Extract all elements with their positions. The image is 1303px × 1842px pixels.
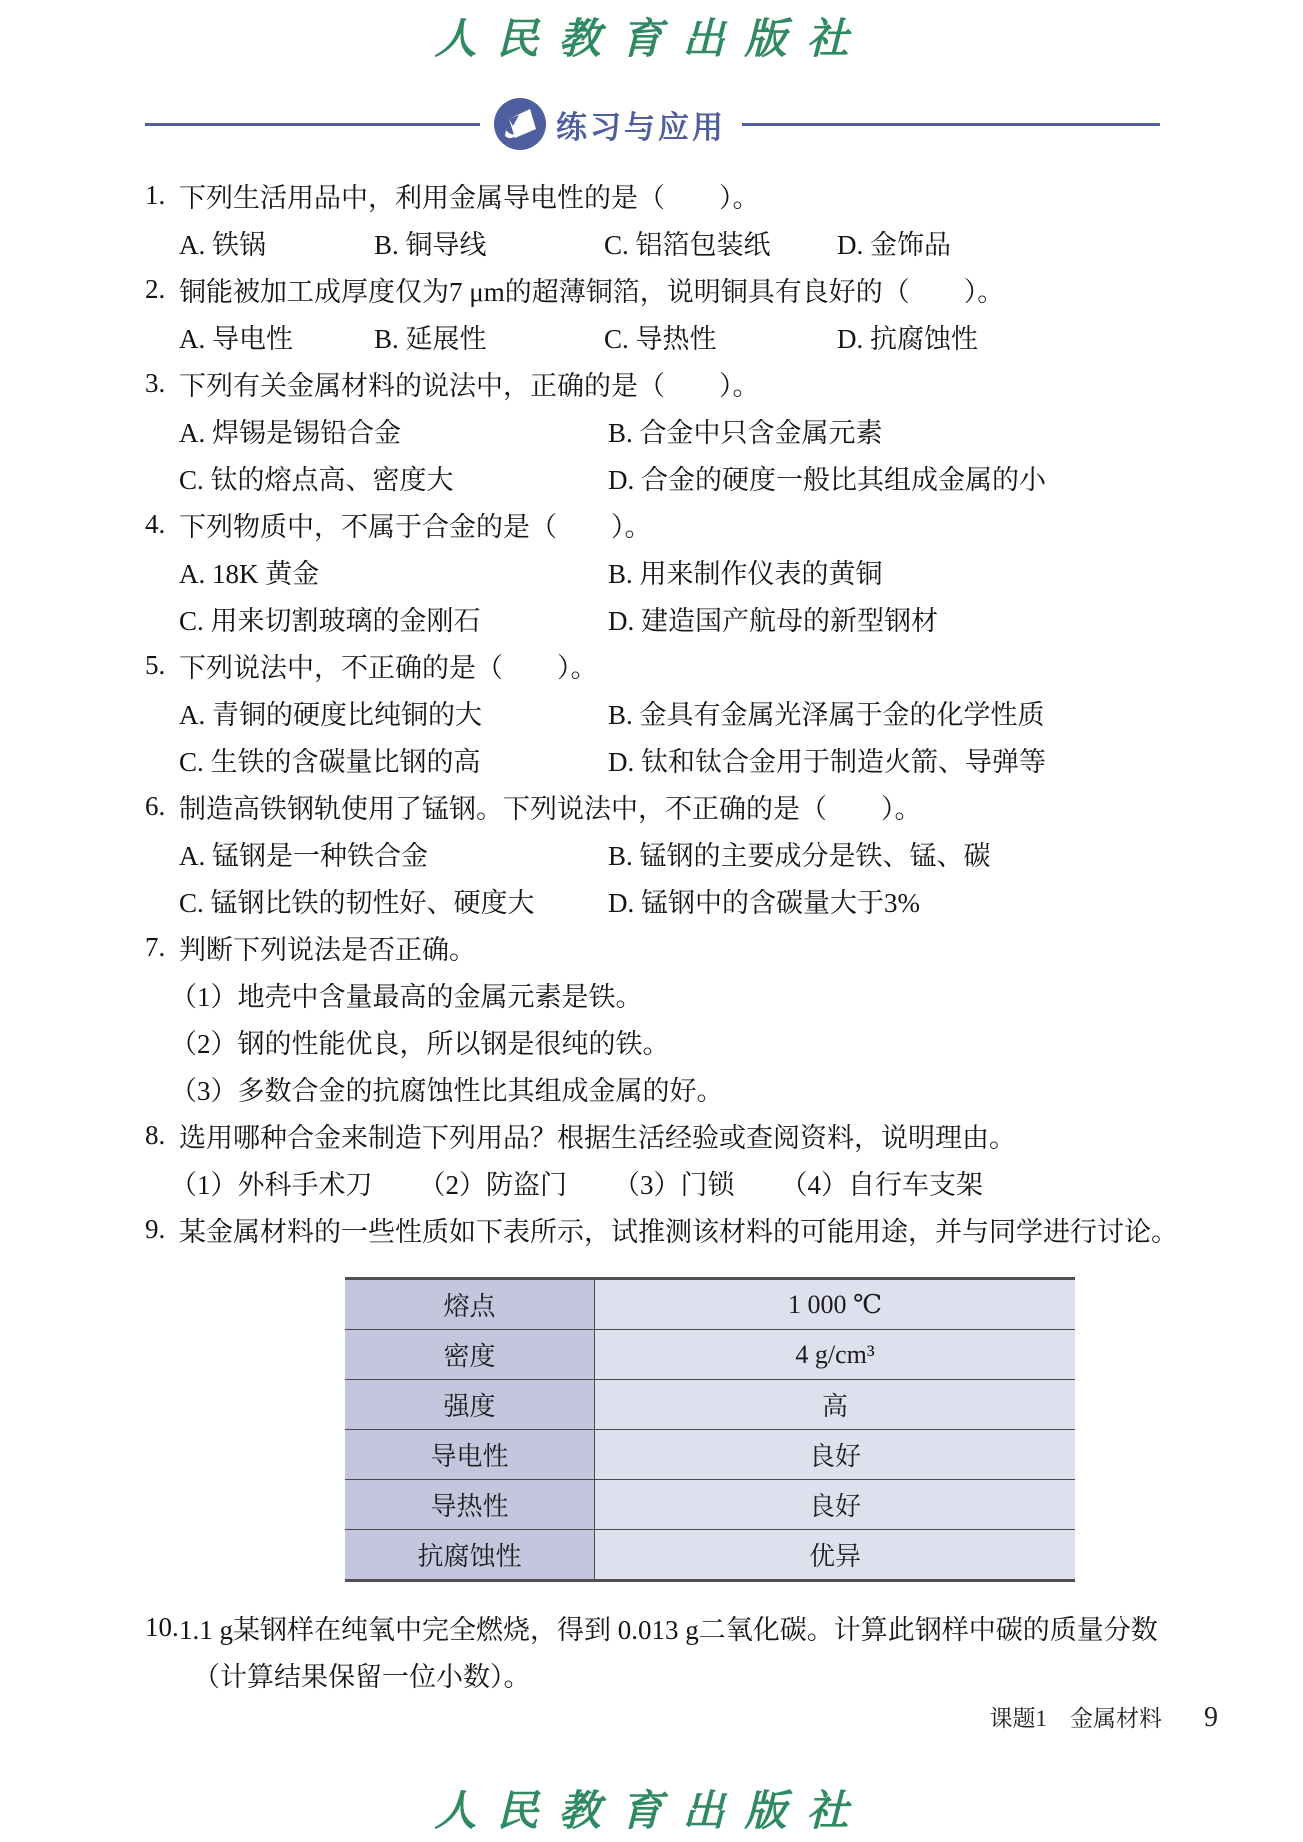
option-c: C. 导热性: [604, 324, 717, 354]
question-3-stem: [145, 360, 1165, 407]
property-value: 优异: [595, 1530, 1075, 1579]
question-9-stem: [145, 1206, 1178, 1253]
question-1-options: [145, 219, 1165, 266]
option-a: A. 导电性: [179, 324, 293, 354]
question-8-item-1: （1）外科手术刀: [170, 1170, 373, 1200]
property-name: 熔点: [345, 1280, 595, 1329]
question-7: [145, 924, 1165, 1112]
question-5-options-cd: [145, 736, 1165, 783]
question-number: 9.: [145, 1214, 166, 1244]
question-10-continuation: （计算结果保留一位小数）。: [193, 1662, 531, 1692]
property-value: 良好: [595, 1480, 1075, 1529]
option-a: A. 焊锡是锡铅合金: [179, 418, 401, 448]
property-value: 高: [595, 1380, 1075, 1429]
question-4-options-ab: [145, 548, 1165, 595]
option-c: C. 锰钢比铁的韧性好、硬度大: [179, 888, 535, 918]
option-d: D. 锰钢中的含碳量大于3%: [608, 888, 920, 918]
property-name: 强度: [345, 1380, 595, 1429]
table-row: [345, 1280, 1075, 1330]
question-6-options-cd: [145, 877, 1165, 924]
question-1: [145, 172, 1165, 266]
question-1-stem: [145, 172, 1165, 219]
option-a: A. 锰钢是一种铁合金: [179, 841, 428, 871]
question-text: 铜能被加工成厚度仅为7 μm的超薄铜箔，说明铜具有良好的（ ）。: [179, 277, 1005, 307]
questions-area: [145, 172, 1178, 1698]
question-text: 选用哪种合金来制造下列用品？根据生活经验或查阅资料，说明理由。: [179, 1123, 1016, 1153]
option-c: C. 用来切割玻璃的金刚石: [179, 606, 481, 636]
option-a: A. 青铜的硬度比纯铜的大: [179, 700, 482, 730]
table-row: [345, 1480, 1075, 1530]
option-d: D. 抗腐蚀性: [837, 324, 978, 354]
question-7-item-2: （2）钢的性能优良，所以钢是很纯的铁。: [170, 1029, 670, 1059]
table-row: [345, 1380, 1075, 1430]
question-text: 1.1 g某钢样在纯氧中完全燃烧，得到 0.013 g二氧化碳。计算此钢样中碳的质量分数: [179, 1615, 1158, 1645]
question-4: [145, 501, 1165, 642]
option-b: B. 合金中只含金属元素: [608, 418, 883, 448]
question-8-item-3: （3）门锁: [613, 1170, 735, 1200]
option-d: D. 建造国产航母的新型钢材: [608, 606, 938, 636]
question-3: [145, 360, 1165, 501]
question-text: 下列物质中，不属于合金的是（ ）。: [179, 512, 652, 542]
option-d: D. 金饰品: [837, 230, 951, 260]
question-text: 制造高铁钢轨使用了锰钢。下列说法中，不正确的是（ ）。: [179, 794, 922, 824]
question-2-stem: [145, 266, 1165, 313]
page-footer: [990, 1700, 1219, 1734]
option-a: A. 铁锅: [179, 230, 266, 260]
question-4-stem: [145, 501, 1165, 548]
publisher-logo-bottom: 人民教育出版社: [434, 1789, 869, 1835]
publisher-logo-top: 人民教育出版社: [434, 17, 869, 63]
question-6-options-ab: [145, 830, 1165, 877]
question-number: 4.: [145, 509, 166, 539]
question-6-stem: [145, 783, 1165, 830]
section-title: 练习与应用: [556, 109, 726, 145]
question-text: 下列生活用品中，利用金属导电性的是（ ）。: [179, 183, 760, 213]
question-text: 判断下列说法是否正确。: [179, 935, 476, 965]
question-text: 下列说法中，不正确的是（ ）。: [179, 653, 598, 683]
question-text: 下列有关金属材料的说法中，正确的是（ ）。: [179, 371, 760, 401]
question-8-item-2: （2）防盗门: [418, 1170, 567, 1200]
question-8-stem: [145, 1112, 1165, 1159]
property-value: 4 g/cm³: [595, 1330, 1075, 1379]
option-d: D. 合金的硬度一般比其组成金属的小: [608, 465, 1046, 495]
book-icon: [494, 98, 546, 150]
option-b: B. 铜导线: [374, 230, 487, 260]
question-10: [145, 1604, 1165, 1698]
option-d: D. 钛和钛合金用于制造火箭、导弹等: [608, 747, 1046, 777]
question-3-options-ab: [145, 407, 1165, 454]
question-7-stem: [145, 924, 1165, 971]
option-b: B. 金具有金属光泽属于金的化学性质: [608, 700, 1045, 730]
question-number: 6.: [145, 791, 166, 821]
question-7-item-1: （1）地壳中含量最高的金属元素是铁。: [170, 982, 643, 1012]
question-2: [145, 266, 1165, 360]
question-10-stem: [145, 1604, 1165, 1651]
section-header: [145, 98, 1160, 150]
table-row: [345, 1530, 1075, 1579]
option-a: A. 18K 黄金: [179, 559, 320, 589]
page-number: 9: [1204, 1702, 1218, 1733]
question-3-options-cd: [145, 454, 1165, 501]
option-c: C. 铝箔包装纸: [604, 230, 771, 260]
option-b: B. 锰钢的主要成分是铁、锰、碳: [608, 841, 991, 871]
question-8-items: [145, 1159, 1165, 1206]
header-rule-right: [742, 123, 1160, 126]
properties-table: [345, 1277, 1075, 1582]
question-number: 5.: [145, 650, 166, 680]
question-number: 3.: [145, 368, 166, 398]
question-5: [145, 642, 1165, 783]
table-row: [345, 1430, 1075, 1480]
question-2-options: [145, 313, 1165, 360]
question-text: 某金属材料的一些性质如下表所示，试推测该材料的可能用途，并与同学进行讨论。: [179, 1217, 1178, 1247]
option-c: C. 钛的熔点高、密度大: [179, 465, 454, 495]
question-8-item-4: （4）自行车支架: [780, 1170, 983, 1200]
question-7-item-3: （3）多数合金的抗腐蚀性比其组成金属的好。: [170, 1076, 724, 1106]
property-value: 1 000 ℃: [595, 1280, 1075, 1329]
question-9: [145, 1206, 1178, 1582]
question-number: 10.: [145, 1612, 179, 1642]
property-value: 良好: [595, 1430, 1075, 1479]
question-number: 1.: [145, 180, 166, 210]
header-rule-left: [145, 123, 480, 126]
table-row: [345, 1330, 1075, 1380]
question-5-options-ab: [145, 689, 1165, 736]
question-6: [145, 783, 1165, 924]
question-number: 2.: [145, 274, 166, 304]
property-name: 抗腐蚀性: [345, 1530, 595, 1579]
question-4-options-cd: [145, 595, 1165, 642]
option-b: B. 延展性: [374, 324, 487, 354]
option-c: C. 生铁的含碳量比钢的高: [179, 747, 481, 777]
question-number: 8.: [145, 1120, 166, 1150]
property-name: 导电性: [345, 1430, 595, 1479]
question-8: [145, 1112, 1165, 1206]
property-name: 导热性: [345, 1480, 595, 1529]
option-b: B. 用来制作仪表的黄铜: [608, 559, 883, 589]
property-name: 密度: [345, 1330, 595, 1379]
question-number: 7.: [145, 932, 166, 962]
footer-topic-label: 课题1 金属材料: [989, 1706, 1162, 1731]
question-5-stem: [145, 642, 1165, 689]
